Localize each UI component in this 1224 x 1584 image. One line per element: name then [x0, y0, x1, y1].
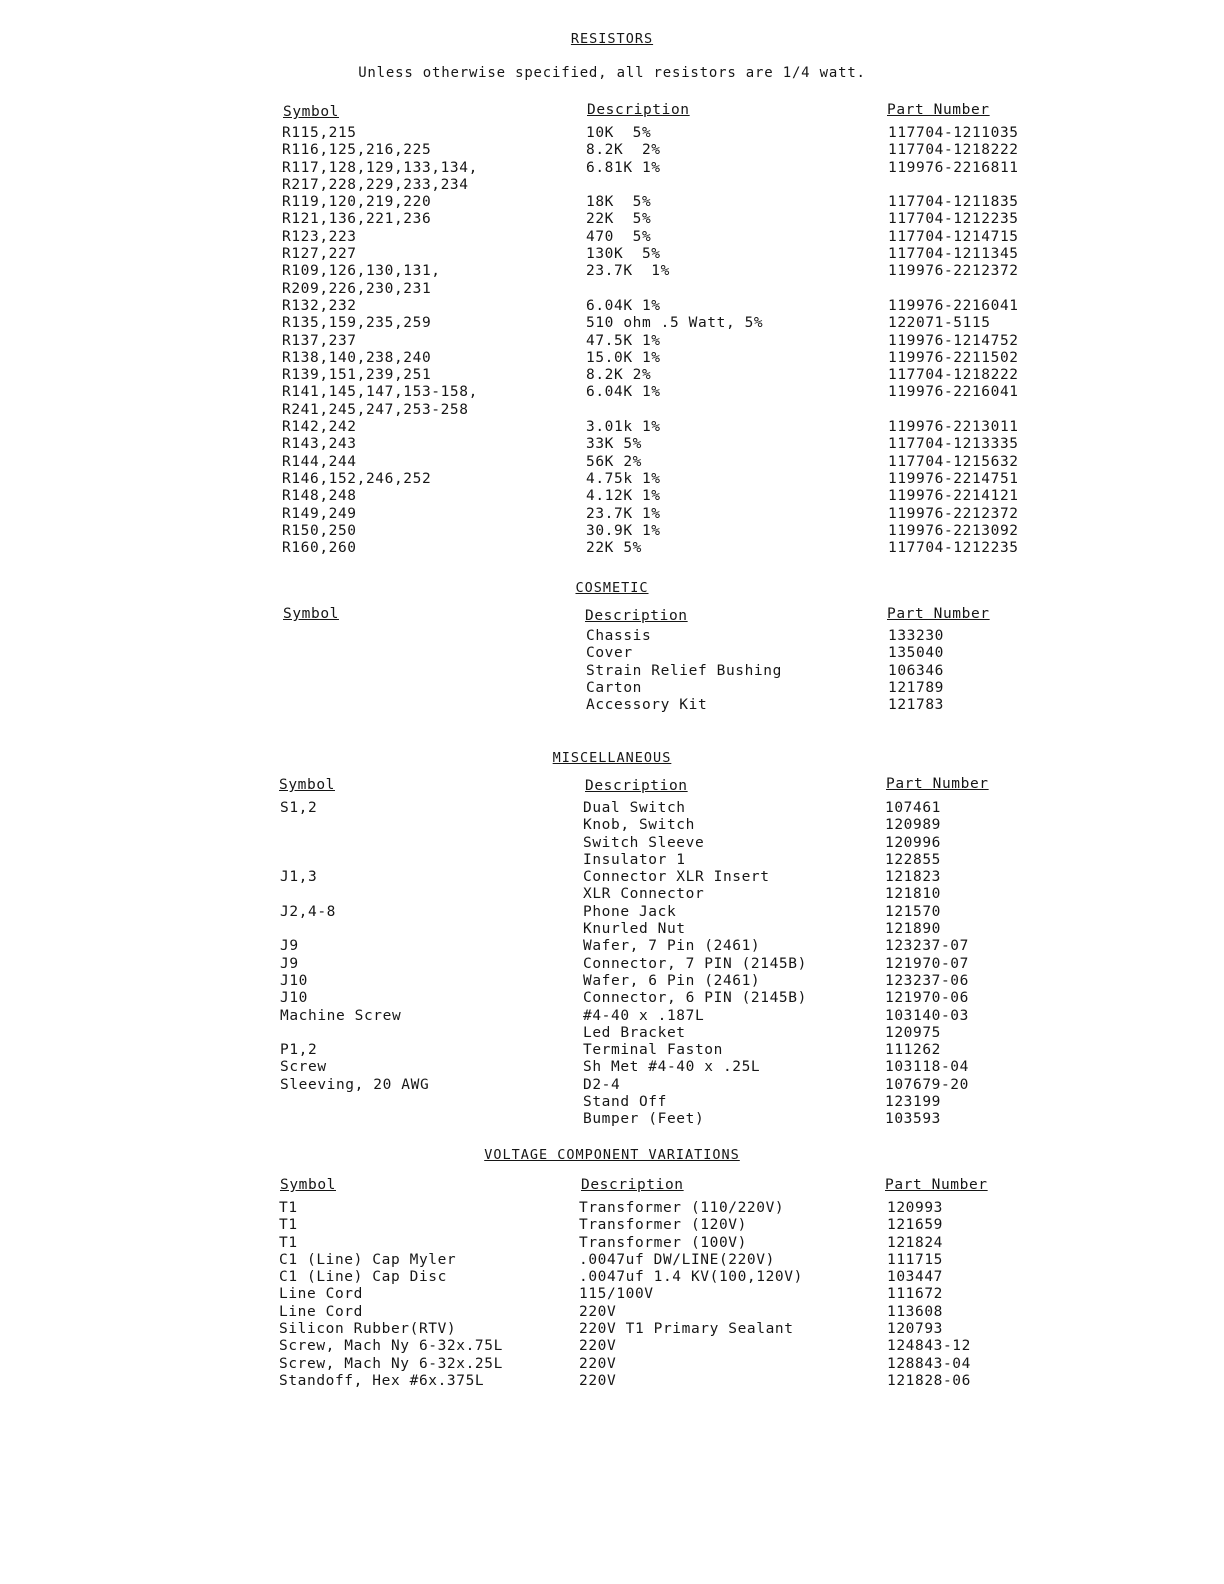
table-row: [0, 1077, 1224, 1094]
description-cell: Knurled Nut: [583, 921, 686, 938]
resistors-table: [0, 125, 1224, 557]
resistors-part-header: Part Number: [887, 102, 990, 118]
symbol-cell: Standoff, Hex #6x.375L: [279, 1372, 485, 1389]
description-cell: 10K 5%: [586, 125, 652, 141]
voltage-description-header: Description: [581, 1177, 684, 1193]
table-row: [0, 628, 1224, 645]
table-row: [0, 697, 1224, 714]
part-number-cell: 120993: [887, 1200, 943, 1216]
part-number-cell: 117704-1218222: [888, 142, 1019, 159]
table-row: [0, 835, 1224, 852]
part-number-cell: 121824: [887, 1234, 943, 1251]
table-row: [0, 436, 1224, 453]
part-number-cell: 119976-2216041: [888, 384, 1019, 401]
table-row: [0, 904, 1224, 921]
description-cell: Carton: [586, 679, 642, 696]
symbol-cell: R146,152,246,252: [282, 470, 432, 487]
description-cell: D2-4: [583, 1076, 621, 1093]
table-row: [0, 263, 1224, 280]
part-number-cell: 120996: [885, 834, 941, 851]
resistors-symbol-header: Symbol: [283, 104, 339, 120]
symbol-cell: S1,2: [280, 800, 318, 816]
part-number-cell: 117704-1214715: [888, 228, 1019, 245]
description-cell: 220V T1 Primary Sealant: [579, 1321, 794, 1338]
symbol-cell: T1: [279, 1200, 298, 1216]
part-number-cell: 119976-2212372: [888, 263, 1019, 280]
description-cell: Bumper (Feet): [583, 1111, 705, 1128]
symbol-cell: R116,125,216,225: [282, 142, 432, 159]
symbol-cell: R139,151,239,251: [282, 367, 432, 384]
symbol-cell: R117,128,129,133,134,: [282, 159, 478, 176]
part-number-cell: 119976-2214121: [888, 488, 1019, 505]
description-cell: 220V: [579, 1303, 617, 1320]
cosmetic-description-header: Description: [585, 608, 688, 624]
table-row: [0, 125, 1224, 142]
part-number-cell: 119976-2211502: [888, 349, 1019, 366]
description-cell: .0047uf 1.4 KV(100,120V): [579, 1269, 803, 1286]
part-number-cell: 121783: [888, 697, 944, 714]
table-row: [0, 177, 1224, 194]
symbol-cell: R137,237: [282, 332, 357, 349]
voltage-table: [0, 1200, 1224, 1390]
table-row: [0, 1373, 1224, 1390]
description-cell: 18K 5%: [586, 194, 652, 211]
description-cell: 8.2K 2%: [586, 367, 652, 384]
table-row: [0, 419, 1224, 436]
description-cell: 470 5%: [586, 228, 652, 245]
part-number-cell: 117704-1218222: [888, 367, 1019, 384]
part-number-cell: 121970-06: [885, 990, 969, 1007]
symbol-cell: T1: [279, 1217, 298, 1234]
description-cell: Insulator 1: [583, 851, 686, 868]
part-number-cell: 123199: [885, 1094, 941, 1111]
description-cell: Dual Switch: [583, 800, 686, 816]
symbol-cell: R109,126,130,131,: [282, 263, 441, 280]
table-row: [0, 488, 1224, 505]
description-cell: Connector, 6 PIN (2145B): [583, 990, 807, 1007]
description-cell: Connector, 7 PIN (2145B): [583, 955, 807, 972]
symbol-cell: Screw, Mach Ny 6-32x.25L: [279, 1355, 503, 1372]
part-number-cell: 119976-2212372: [888, 505, 1019, 522]
misc-part-header: Part Number: [886, 776, 989, 792]
description-cell: 15.0K 1%: [586, 349, 661, 366]
resistors-title: RESISTORS: [570, 31, 654, 47]
description-cell: Phone Jack: [583, 903, 677, 920]
part-number-cell: 122855: [885, 851, 941, 868]
cosmetic-symbol-header: Symbol: [283, 606, 339, 622]
description-cell: Chassis: [586, 628, 652, 644]
table-row: [0, 1356, 1224, 1373]
table-row: [0, 471, 1224, 488]
part-number-cell: 113608: [887, 1303, 943, 1320]
table-row: [0, 160, 1224, 177]
symbol-cell: R132,232: [282, 297, 357, 314]
part-number-cell: 121570: [885, 903, 941, 920]
description-cell: 6.81K 1%: [586, 159, 661, 176]
part-number-cell: 103118-04: [885, 1059, 969, 1076]
part-number-cell: 121828-06: [887, 1372, 971, 1389]
part-number-cell: 117704-1211035: [888, 125, 1019, 141]
symbol-cell: T1: [279, 1234, 298, 1251]
resistors-note: Unless otherwise specified, all resistors are 1/4 watt.: [358, 65, 866, 81]
table-row: [0, 1286, 1224, 1303]
part-number-cell: 117704-1215632: [888, 453, 1019, 470]
table-row: [0, 800, 1224, 817]
symbol-cell: R141,145,147,153-158,: [282, 384, 478, 401]
part-number-cell: 121810: [885, 886, 941, 903]
symbol-cell: Line Cord: [279, 1303, 363, 1320]
table-row: [0, 367, 1224, 384]
resistors-description-header: Description: [587, 102, 690, 118]
table-row: [0, 315, 1224, 332]
table-row: [0, 1252, 1224, 1269]
table-row: [0, 645, 1224, 662]
description-cell: 130K 5%: [586, 246, 661, 263]
description-cell: Transformer (110/220V): [579, 1200, 785, 1216]
table-row: [0, 1321, 1224, 1338]
symbol-cell: R241,245,247,253-258: [282, 401, 469, 418]
symbol-cell: R209,226,230,231: [282, 280, 432, 297]
part-number-cell: 119976-2216041: [888, 297, 1019, 314]
part-number-cell: 107461: [885, 800, 941, 816]
table-row: [0, 281, 1224, 298]
table-row: [0, 869, 1224, 886]
part-number-cell: 121823: [885, 869, 941, 886]
table-row: [0, 1269, 1224, 1286]
description-cell: Cover: [586, 645, 633, 662]
part-number-cell: 123237-06: [885, 972, 969, 989]
symbol-cell: R135,159,235,259: [282, 315, 432, 332]
description-cell: 23.7K 1%: [586, 263, 670, 280]
table-row: [0, 1217, 1224, 1234]
table-row: [0, 1059, 1224, 1076]
table-row: [0, 1338, 1224, 1355]
table-row: [0, 194, 1224, 211]
table-row: [0, 298, 1224, 315]
symbol-cell: C1 (Line) Cap Myler: [279, 1251, 457, 1268]
symbol-cell: J1,3: [280, 869, 318, 886]
table-row: [0, 1008, 1224, 1025]
description-cell: 4.12K 1%: [586, 488, 661, 505]
description-cell: .0047uf DW/LINE(220V): [579, 1251, 775, 1268]
table-row: [0, 817, 1224, 834]
table-row: [0, 402, 1224, 419]
part-number-cell: 111262: [885, 1042, 941, 1059]
symbol-cell: R148,248: [282, 488, 357, 505]
table-row: [0, 350, 1224, 367]
part-number-cell: 119976-2216811: [888, 159, 1019, 176]
symbol-cell: Line Cord: [279, 1286, 363, 1303]
table-row: [0, 680, 1224, 697]
description-cell: 8.2K 2%: [586, 142, 661, 159]
part-number-cell: 122071-5115: [888, 315, 991, 332]
part-number-cell: 124843-12: [887, 1338, 971, 1355]
description-cell: 47.5K 1%: [586, 332, 661, 349]
symbol-cell: J10: [280, 990, 308, 1007]
description-cell: 6.04K 1%: [586, 384, 661, 401]
description-cell: 115/100V: [579, 1286, 654, 1303]
description-cell: 3.01k 1%: [586, 419, 661, 436]
part-number-cell: 135040: [888, 645, 944, 662]
symbol-cell: J9: [280, 938, 299, 955]
description-cell: Terminal Faston: [583, 1042, 723, 1059]
part-number-cell: 103447: [887, 1269, 943, 1286]
part-number-cell: 117704-1211835: [888, 194, 1019, 211]
part-number-cell: 123237-07: [885, 938, 969, 955]
symbol-cell: R119,120,219,220: [282, 194, 432, 211]
part-number-cell: 111672: [887, 1286, 943, 1303]
part-number-cell: 106346: [888, 662, 944, 679]
description-cell: 23.7K 1%: [586, 505, 661, 522]
table-row: [0, 956, 1224, 973]
part-number-cell: 119976-2213011: [888, 419, 1019, 436]
table-row: [0, 990, 1224, 1007]
description-cell: Sh Met #4-40 x .25L: [583, 1059, 761, 1076]
symbol-cell: Screw, Mach Ny 6-32x.75L: [279, 1338, 503, 1355]
part-number-cell: 121789: [888, 679, 944, 696]
description-cell: 220V: [579, 1338, 617, 1355]
symbol-cell: R143,243: [282, 436, 357, 453]
table-row: [0, 938, 1224, 955]
description-cell: 33K 5%: [586, 436, 642, 453]
misc-description-header: Description: [585, 778, 688, 794]
table-row: [0, 1094, 1224, 1111]
symbol-cell: R123,223: [282, 228, 357, 245]
part-number-cell: 133230: [888, 628, 944, 644]
table-row: [0, 142, 1224, 159]
description-cell: Switch Sleeve: [583, 834, 705, 851]
table-row: [0, 506, 1224, 523]
table-row: [0, 1111, 1224, 1128]
description-cell: Stand Off: [583, 1094, 667, 1111]
symbol-cell: J10: [280, 972, 308, 989]
part-number-cell: 107679-20: [885, 1076, 969, 1093]
misc-symbol-header: Symbol: [279, 777, 335, 793]
symbol-cell: R138,140,238,240: [282, 349, 432, 366]
description-cell: Connector XLR Insert: [583, 869, 770, 886]
table-row: [0, 384, 1224, 401]
description-cell: 56K 2%: [586, 453, 642, 470]
table-row: [0, 454, 1224, 471]
part-number-cell: 121890: [885, 921, 941, 938]
table-row: [0, 246, 1224, 263]
symbol-cell: J2,4-8: [280, 903, 336, 920]
symbol-cell: R142,242: [282, 419, 357, 436]
table-row: [0, 540, 1224, 557]
table-row: [0, 1235, 1224, 1252]
part-number-cell: 120793: [887, 1321, 943, 1338]
miscellaneous-title: MISCELLANEOUS: [552, 750, 672, 766]
symbol-cell: R217,228,229,233,234: [282, 176, 469, 193]
symbol-cell: Screw: [280, 1059, 327, 1076]
part-number-cell: 119976-1214752: [888, 332, 1019, 349]
part-number-cell: 119976-2213092: [888, 522, 1019, 539]
part-number-cell: 119976-2214751: [888, 470, 1019, 487]
table-row: [0, 886, 1224, 903]
part-number-cell: 117704-1213335: [888, 436, 1019, 453]
description-cell: Knob, Switch: [583, 817, 695, 834]
part-number-cell: 120989: [885, 817, 941, 834]
part-number-cell: 103593: [885, 1111, 941, 1128]
symbol-cell: R127,227: [282, 246, 357, 263]
table-row: [0, 663, 1224, 680]
description-cell: Transformer (120V): [579, 1217, 747, 1234]
cosmetic-part-header: Part Number: [887, 606, 990, 622]
symbol-cell: Machine Screw: [280, 1007, 402, 1024]
description-cell: 4.75k 1%: [586, 470, 661, 487]
description-cell: #4-40 x .187L: [583, 1007, 705, 1024]
symbol-cell: R149,249: [282, 505, 357, 522]
table-row: [0, 1042, 1224, 1059]
part-number-cell: 128843-04: [887, 1355, 971, 1372]
symbol-cell: R144,244: [282, 453, 357, 470]
description-cell: 220V: [579, 1372, 617, 1389]
voltage-symbol-header: Symbol: [280, 1177, 336, 1193]
description-cell: 220V: [579, 1355, 617, 1372]
part-number-cell: 121970-07: [885, 955, 969, 972]
symbol-cell: R160,260: [282, 540, 357, 557]
cosmetic-title: COSMETIC: [575, 580, 649, 596]
table-row: [0, 1025, 1224, 1042]
description-cell: XLR Connector: [583, 886, 705, 903]
description-cell: 510 ohm .5 Watt, 5%: [586, 315, 764, 332]
symbol-cell: R150,250: [282, 522, 357, 539]
voltage-part-header: Part Number: [885, 1177, 988, 1193]
part-number-cell: 120975: [885, 1024, 941, 1041]
symbol-cell: Sleeving, 20 AWG: [280, 1076, 430, 1093]
description-cell: Transformer (100V): [579, 1234, 747, 1251]
symbol-cell: R115,215: [282, 125, 357, 141]
voltage-title: VOLTAGE COMPONENT VARIATIONS: [484, 1147, 740, 1163]
miscellaneous-table: [0, 800, 1224, 1129]
symbol-cell: C1 (Line) Cap Disc: [279, 1269, 447, 1286]
table-row: [0, 1200, 1224, 1217]
table-row: [0, 1304, 1224, 1321]
description-cell: Led Bracket: [583, 1024, 686, 1041]
part-number-cell: 111715: [887, 1251, 943, 1268]
symbol-cell: Silicon Rubber(RTV): [279, 1321, 457, 1338]
table-row: [0, 973, 1224, 990]
table-row: [0, 852, 1224, 869]
table-row: [0, 211, 1224, 228]
part-number-cell: 103140-03: [885, 1007, 969, 1024]
part-number-cell: 121659: [887, 1217, 943, 1234]
description-cell: 6.04K 1%: [586, 297, 661, 314]
table-row: [0, 921, 1224, 938]
description-cell: Accessory Kit: [586, 697, 708, 714]
description-cell: Wafer, 6 Pin (2461): [583, 972, 761, 989]
symbol-cell: P1,2: [280, 1042, 318, 1059]
description-cell: 22K 5%: [586, 211, 652, 228]
symbol-cell: R121,136,221,236: [282, 211, 432, 228]
part-number-cell: 117704-1212235: [888, 540, 1019, 557]
symbol-cell: J9: [280, 955, 299, 972]
table-row: [0, 333, 1224, 350]
table-row: [0, 523, 1224, 540]
description-cell: 30.9K 1%: [586, 522, 661, 539]
description-cell: Strain Relief Bushing: [586, 662, 782, 679]
description-cell: 22K 5%: [586, 540, 642, 557]
cosmetic-table: [0, 628, 1224, 714]
part-number-cell: 117704-1211345: [888, 246, 1019, 263]
table-row: [0, 229, 1224, 246]
part-number-cell: 117704-1212235: [888, 211, 1019, 228]
description-cell: Wafer, 7 Pin (2461): [583, 938, 761, 955]
